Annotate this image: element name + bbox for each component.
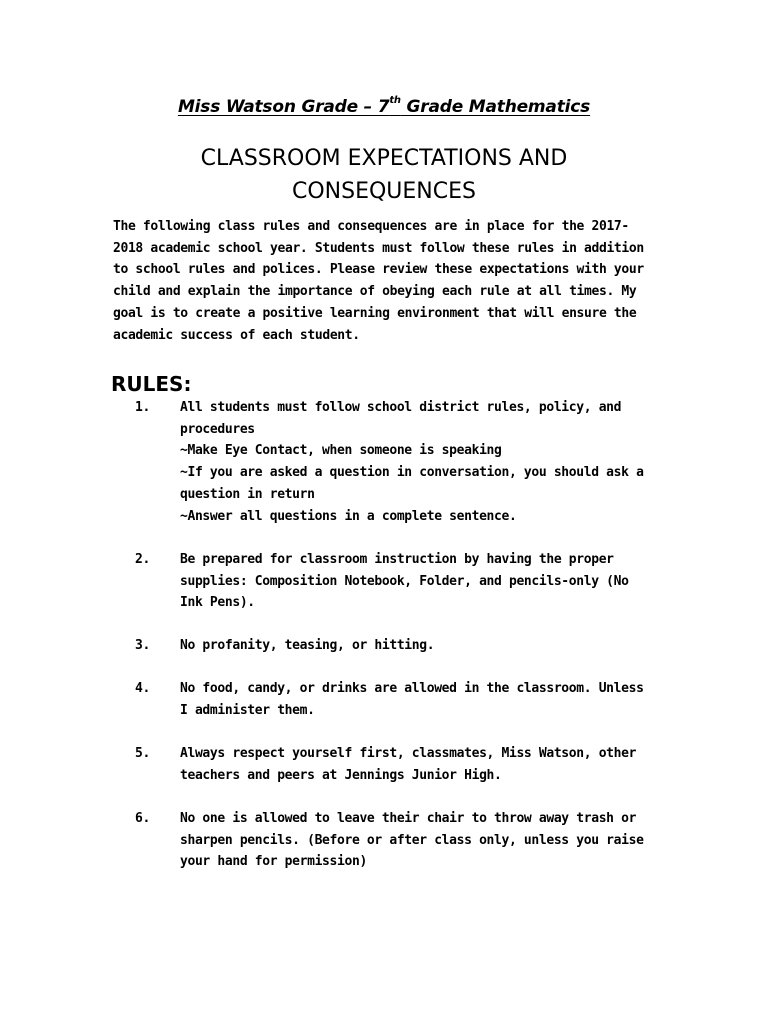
rule-line: No one is allowed to leave their chair to throw away trash or xyxy=(180,811,637,826)
rule-number: 4. xyxy=(135,681,150,696)
rule-text xyxy=(180,635,650,657)
rule-line: All students must follow school district rules, policy, and xyxy=(180,400,622,415)
rule-text xyxy=(180,808,650,873)
rule-line: ~If you are asked a question in conversation, you should ask a xyxy=(180,465,644,481)
title-line-1: CLASSROOM EXPECTATIONS AND xyxy=(200,146,568,171)
rule-number: 2. xyxy=(135,552,150,567)
intro-line: academic success of each student. xyxy=(113,327,360,343)
rule-line: supplies: Composition Notebook, Folder, and pencils-only (No xyxy=(180,573,629,589)
rule-text xyxy=(180,678,650,721)
page-title xyxy=(0,142,768,208)
rule-line: question in return xyxy=(180,486,315,502)
rule-line: Always respect yourself first, classmates, Miss Watson, other xyxy=(180,746,637,761)
rule-text xyxy=(180,397,650,527)
intro-line: 2018 academic school year. Students must follow these rules in addition xyxy=(113,240,644,256)
intro-paragraph xyxy=(113,216,644,346)
rules-heading: RULES: xyxy=(111,372,192,396)
intro-line: The following class rules and consequences are in place for the 2017- xyxy=(113,219,629,234)
rule-number: 5. xyxy=(135,746,150,761)
rule-line: procedures xyxy=(180,421,255,437)
document-header xyxy=(0,97,768,117)
rule-line: I administer them. xyxy=(180,702,315,718)
title-line-2: CONSEQUENCES xyxy=(291,179,476,204)
rule-line: ~Make Eye Contact, when someone is speaking xyxy=(180,443,502,459)
header-superscript: th xyxy=(389,95,401,107)
rule-line: No profanity, teasing, or hitting. xyxy=(180,638,435,653)
rule-line: your hand for permission) xyxy=(180,854,367,870)
rule-line: Ink Pens). xyxy=(180,595,255,611)
intro-line: child and explain the importance of obeying each rule at all times. My xyxy=(113,284,637,300)
rule-text xyxy=(180,549,650,614)
rule-number: 1. xyxy=(135,400,150,415)
rule-number: 6. xyxy=(135,811,150,826)
intro-line: goal is to create a positive learning environment that will ensure the xyxy=(113,305,637,321)
header-prefix: Miss Watson Grade – 7 xyxy=(177,97,390,117)
rule-line: Be prepared for classroom instruction by having the proper xyxy=(180,552,614,567)
header-suffix: Grade Mathematics xyxy=(400,97,591,117)
rule-line: sharpen pencils. (Before or after class only, unless you raise xyxy=(180,832,644,848)
rule-line: No food, candy, or drinks are allowed in the classroom. Unless xyxy=(180,681,644,696)
intro-line: to school rules and polices. Please review these expectations with your xyxy=(113,262,644,278)
rule-line: ~Answer all questions in a complete sentence. xyxy=(180,508,517,524)
rule-number: 3. xyxy=(135,638,150,653)
rule-text xyxy=(180,743,650,786)
rule-line: teachers and peers at Jennings Junior High. xyxy=(180,767,502,783)
